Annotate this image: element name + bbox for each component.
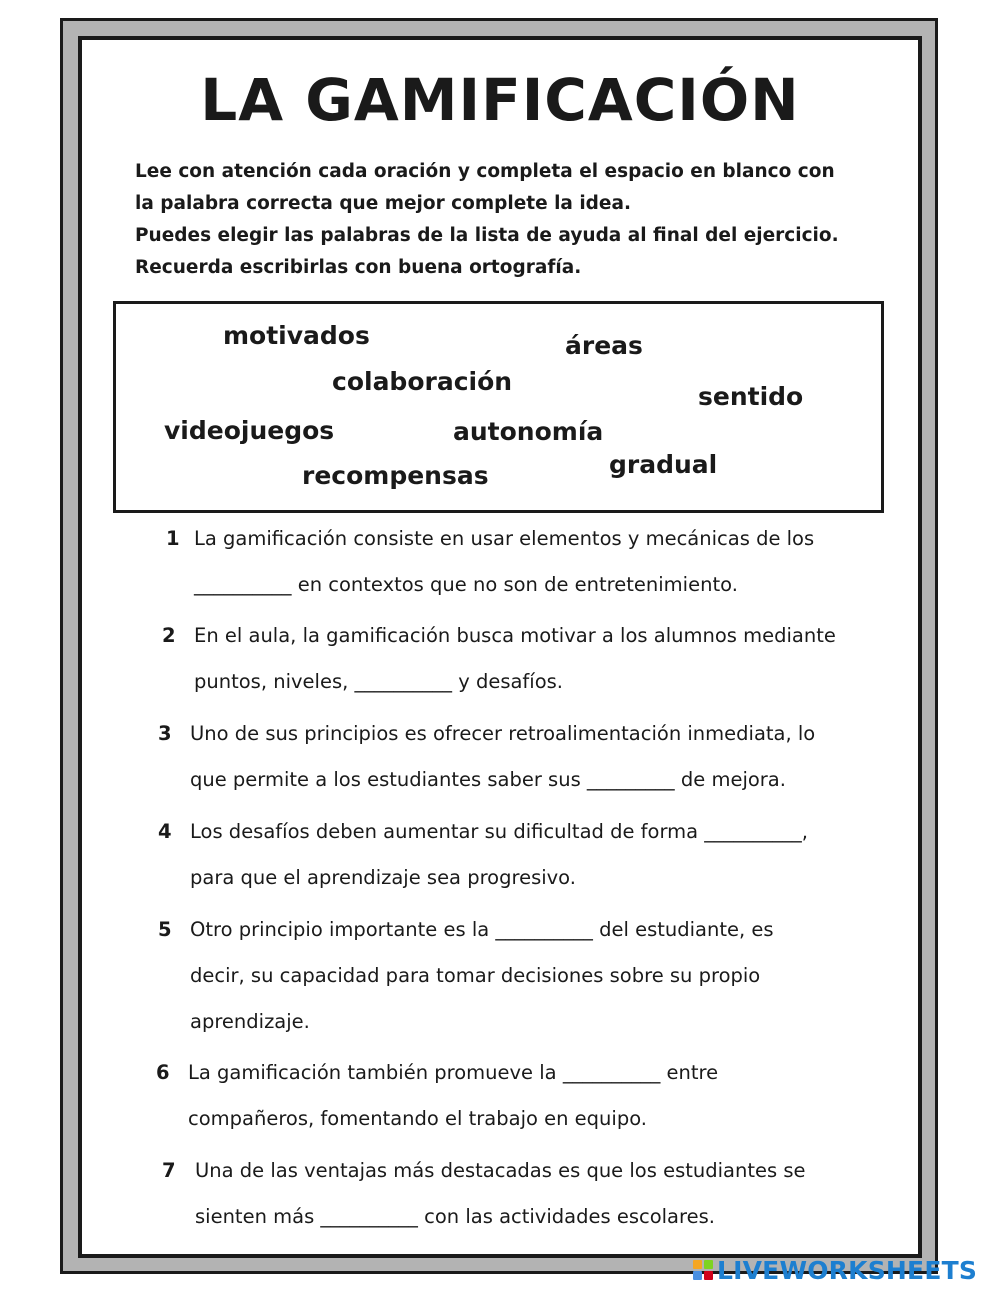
instruction-line: Recuerda escribirlas con buena ortografía. — [135, 257, 582, 278]
question-text[interactable]: sienten más __________ con las actividades escolares. — [195, 1205, 715, 1228]
question-text[interactable]: Otro principio importante es la __________ del estudiante, es — [190, 918, 774, 941]
question-text[interactable]: __________ en contextos que no son de entretenimiento. — [194, 573, 738, 596]
word-bank-item[interactable]: gradual — [609, 450, 718, 479]
question-text: aprendizaje. — [190, 1010, 310, 1033]
word-bank-item[interactable]: recompensas — [302, 461, 489, 490]
question-text[interactable]: Los desafíos deben aumentar su dificultad de forma __________, — [190, 820, 808, 843]
page-title: LA GAMIFICACIÓN — [200, 66, 800, 134]
question-text[interactable]: La gamificación también promueve la __________ entre — [188, 1061, 719, 1084]
word-bank-item[interactable]: autonomía — [453, 417, 604, 446]
brand-name: LIVEWORKSHEETS — [717, 1255, 978, 1285]
logo-square — [704, 1260, 713, 1269]
word-bank-item[interactable]: sentido — [698, 382, 804, 411]
question-text[interactable]: que permite a los estudiantes saber sus _________ de mejora. — [190, 768, 786, 791]
word-bank-item[interactable]: motivados — [223, 321, 370, 350]
question-number: 1 — [166, 527, 180, 550]
question-number: 7 — [162, 1159, 176, 1182]
logo-square — [693, 1271, 702, 1280]
instruction-line: la palabra correcta que mejor complete la idea. — [135, 193, 631, 214]
question-text: Uno de sus principios es ofrecer retroalimentación inmediata, lo — [190, 722, 816, 745]
question-number: 2 — [162, 624, 176, 647]
question-text: En el aula, la gamificación busca motivar a los alumnos mediante — [194, 624, 836, 647]
question-text: La gamificación consiste en usar elementos y mecánicas de los — [194, 527, 815, 550]
word-bank-item[interactable]: áreas — [565, 331, 643, 360]
word-bank-item[interactable]: videojuegos — [164, 416, 335, 445]
logo-square — [704, 1271, 713, 1280]
question-number: 6 — [156, 1061, 170, 1084]
question-number: 3 — [158, 722, 172, 745]
liveworksheets-logo-icon — [693, 1260, 713, 1280]
instruction-line: Puedes elegir las palabras de la lista de ayuda al final del ejercicio. — [135, 225, 839, 246]
question-number: 5 — [158, 918, 172, 941]
question-text[interactable]: puntos, niveles, __________ y desafíos. — [194, 670, 564, 693]
question-text: compañeros, fomentando el trabajo en equipo. — [188, 1107, 647, 1130]
question-number: 4 — [158, 820, 172, 843]
liveworksheets-brand[interactable] — [693, 1255, 977, 1285]
word-bank-item[interactable]: colaboración — [332, 367, 513, 396]
question-text: Una de las ventajas más destacadas es que los estudiantes se — [195, 1159, 806, 1182]
question-text: decir, su capacidad para tomar decisiones sobre su propio — [190, 964, 761, 987]
question-text: para que el aprendizaje sea progresivo. — [190, 866, 576, 889]
instruction-line: Lee con atención cada oración y completa el espacio en blanco con — [135, 161, 835, 182]
logo-square — [693, 1260, 702, 1269]
